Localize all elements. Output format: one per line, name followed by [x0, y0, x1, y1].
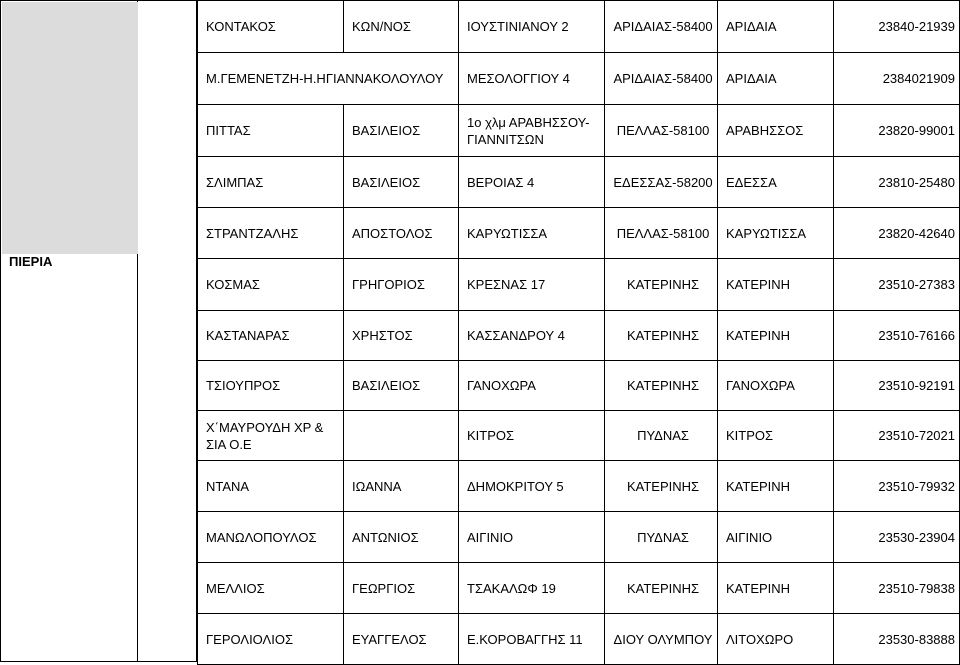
contacts-table: [197, 0, 960, 665]
table-row: [198, 208, 960, 259]
surname-cell: Χ΄ΜΑΥΡΟΥΔΗ ΧΡ & ΣΙΑ Ο.Ε: [198, 411, 344, 461]
postal-cell: ΚΑΤΕΡΙΝΗΣ: [605, 311, 718, 361]
phone-cell: 23530-23904: [834, 512, 960, 563]
firstname-cell: ΑΠΟΣΤΟΛΟΣ: [344, 208, 459, 259]
surname-cell: ΜΑΝΩΛΟΠΟΥΛΟΣ: [198, 512, 344, 563]
surname-cell: ΚΑΣΤΑΝΑΡΑΣ: [198, 311, 344, 361]
postal-cell: ΚΑΤΕΡΙΝΗΣ: [605, 563, 718, 614]
postal-cell: ΠΥΔΝΑΣ: [605, 411, 718, 461]
address-cell: ΤΣΑΚΑΛΩΦ 19: [459, 563, 605, 614]
firstname-cell: [344, 411, 459, 461]
region-column: [0, 0, 138, 662]
table-row: [198, 461, 960, 512]
phone-cell: 23510-79932: [834, 461, 960, 512]
address-cell: ΒΕΡΟΙΑΣ 4: [459, 157, 605, 208]
city-cell: ΓΑΝΟΧΩΡΑ: [718, 361, 834, 411]
table-row: [198, 105, 960, 157]
phone-cell: 23510-79838: [834, 563, 960, 614]
phone-cell: 23530-83888: [834, 614, 960, 665]
phone-cell: 23510-72021: [834, 411, 960, 461]
firstname-cell: ΑΝΤΩΝΙΟΣ: [344, 512, 459, 563]
surname-cell: ΚΟΝΤΑΚΟΣ: [198, 1, 344, 53]
city-cell: ΕΔΕΣΣΑ: [718, 157, 834, 208]
postal-cell: ΑΡΙΔΑΙΑΣ-58400: [605, 1, 718, 53]
address-cell: ΚΑΣΣΑΝΔΡΟΥ 4: [459, 311, 605, 361]
address-cell: Ε.ΚΟΡΟΒΑΓΓΗΣ 11: [459, 614, 605, 665]
firstname-cell: ΓΕΩΡΓΙΟΣ: [344, 563, 459, 614]
table-row: [198, 563, 960, 614]
phone-cell: 23820-42640: [834, 208, 960, 259]
city-cell: ΚΑΡΥΩΤΙΣΣΑ: [718, 208, 834, 259]
firstname-cell: ΒΑΣΙΛΕΙΟΣ: [344, 105, 459, 157]
city-cell: ΑΙΓΙΝΙΟ: [718, 512, 834, 563]
city-cell: ΚΑΤΕΡΙΝΗ: [718, 259, 834, 311]
phone-cell: 23820-99001: [834, 105, 960, 157]
surname-cell: ΝΤΑΝΑ: [198, 461, 344, 512]
firstname-cell: ΕΥΑΓΓΕΛΟΣ: [344, 614, 459, 665]
city-cell: ΑΡΙΔΑΙΑ: [718, 1, 834, 53]
table-row: [198, 1, 960, 53]
address-cell: ΔΗΜΟΚΡΙΤΟΥ 5: [459, 461, 605, 512]
phone-cell: 23510-92191: [834, 361, 960, 411]
phone-cell: 23810-25480: [834, 157, 960, 208]
postal-cell: ΚΑΤΕΡΙΝΗΣ: [605, 361, 718, 411]
surname-cell: ΠΙΤΤΑΣ: [198, 105, 344, 157]
address-cell: ΓΑΝΟΧΩΡΑ: [459, 361, 605, 411]
firstname-cell: ΧΡΗΣΤΟΣ: [344, 311, 459, 361]
address-cell: ΚΑΡΥΩΤΙΣΣΑ: [459, 208, 605, 259]
address-cell: ΙΟΥΣΤΙΝΙΑΝΟΥ 2: [459, 1, 605, 53]
surname-cell: ΓΕΡΟΛΙΟΛΙΟΣ: [198, 614, 344, 665]
firstname-cell: ΓΡΗΓΟΡΙΟΣ: [344, 259, 459, 311]
phone-cell: 23510-76166: [834, 311, 960, 361]
surname-cell: ΤΣΙΟΥΠΡΟΣ: [198, 361, 344, 411]
table-row: [198, 53, 960, 105]
table-row: [198, 411, 960, 461]
phone-cell: 23840-21939: [834, 1, 960, 53]
address-cell: 1ο χλμ ΑΡΑΒΗΣΣΟΥ-ΓΙΑΝΝΙΤΣΩΝ: [459, 105, 605, 157]
region-label: ΠΙΕΡΙΑ: [9, 254, 53, 269]
postal-cell: ΚΑΤΕΡΙΝΗΣ: [605, 461, 718, 512]
table-row: [198, 361, 960, 411]
table-row: [198, 614, 960, 665]
firstname-cell: ΙΩΑΝΝΑ: [344, 461, 459, 512]
postal-cell: ΔΙΟΥ ΟΛΥΜΠΟΥ: [605, 614, 718, 665]
firstname-cell: ΒΑΣΙΛΕΙΟΣ: [344, 361, 459, 411]
table-row: [198, 512, 960, 563]
table-row: [198, 311, 960, 361]
empty-column: [138, 0, 197, 662]
surname-cell: ΜΕΛΛΙΟΣ: [198, 563, 344, 614]
city-cell: ΛΙΤΟΧΩΡΟ: [718, 614, 834, 665]
postal-cell: ΚΑΤΕΡΙΝΗΣ: [605, 259, 718, 311]
postal-cell: ΠΕΛΛΑΣ-58100: [605, 105, 718, 157]
phone-cell: 2384021909: [834, 53, 960, 105]
surname-cell: ΣΤΡΑΝΤΖΑΛΗΣ: [198, 208, 344, 259]
city-cell: ΑΡΙΔΑΙΑ: [718, 53, 834, 105]
address-cell: ΑΙΓΙΝΙΟ: [459, 512, 605, 563]
address-cell: ΜΕΣΟΛΟΓΓΙΟΥ 4: [459, 53, 605, 105]
surname-cell: Μ.ΓΕΜΕΝΕΤΖΗ-Η.ΗΓΙΑΝΝΑΚΟΛΟΥΛΟΥ: [198, 53, 459, 105]
address-cell: ΚΡΕΣΝΑΣ 17: [459, 259, 605, 311]
city-cell: ΚΑΤΕΡΙΝΗ: [718, 311, 834, 361]
postal-cell: ΕΔΕΣΣΑΣ-58200: [605, 157, 718, 208]
city-cell: ΚΙΤΡΟΣ: [718, 411, 834, 461]
table-row: [198, 259, 960, 311]
city-cell: ΚΑΤΕΡΙΝΗ: [718, 563, 834, 614]
surname-cell: ΚΟΣΜΑΣ: [198, 259, 344, 311]
postal-cell: ΠΕΛΛΑΣ-58100: [605, 208, 718, 259]
firstname-cell: ΒΑΣΙΛΕΙΟΣ: [344, 157, 459, 208]
phone-cell: 23510-27383: [834, 259, 960, 311]
table-row: [198, 157, 960, 208]
contacts-table-body: [198, 1, 960, 665]
surname-cell: ΣΛΙΜΠΑΣ: [198, 157, 344, 208]
firstname-cell: ΚΩΝ/ΝΟΣ: [344, 1, 459, 53]
region-header-band: [2, 2, 138, 254]
postal-cell: ΠΥΔΝΑΣ: [605, 512, 718, 563]
postal-cell: ΑΡΙΔΑΙΑΣ-58400: [605, 53, 718, 105]
city-cell: ΚΑΤΕΡΙΝΗ: [718, 461, 834, 512]
city-cell: ΑΡΑΒΗΣΣΟΣ: [718, 105, 834, 157]
address-cell: ΚΙΤΡΟΣ: [459, 411, 605, 461]
